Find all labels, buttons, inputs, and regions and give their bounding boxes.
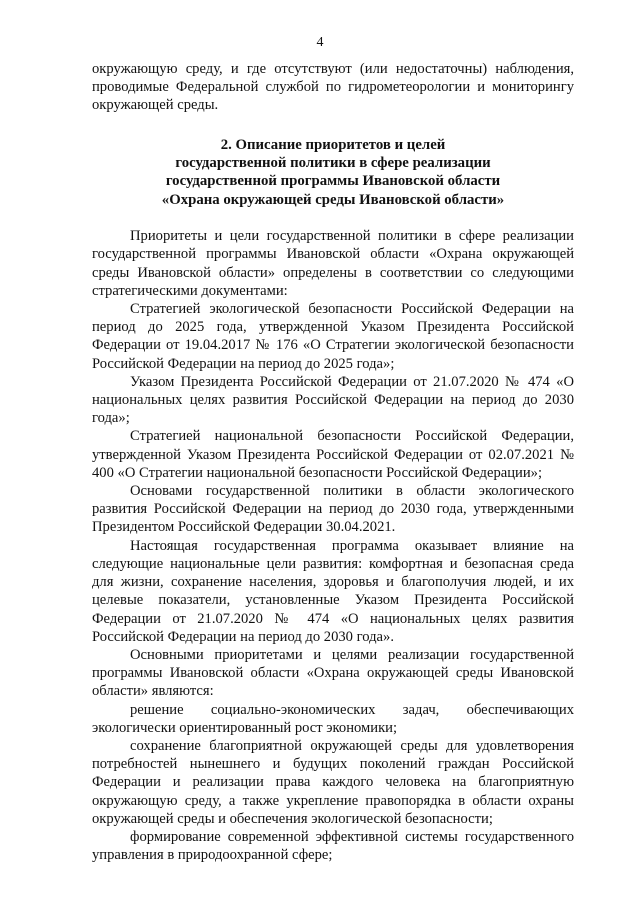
section-heading-line: государственной политики в сфере реализации <box>175 155 491 172</box>
body-paragraph: Стратегией экологической безопасности Российской Федерации на период до 2025 года, утвержденной Указом Президента Российской Федерации от 19.04.2017 № 176 «О Стратегии экологической безопасности Российской Федерации на период до 2025 года»; <box>92 301 574 372</box>
section-heading-line: «Охрана окружающей среды Ивановской области» <box>161 191 505 208</box>
list-paragraph: формирование современной эффективной системы государственного управления в природоохранной сфере; <box>92 828 574 864</box>
page-content <box>92 60 574 864</box>
body-paragraph: Настоящая государственная программа оказывает влияние на следующие национальные цели развития: комфортная и безопасная среда для жизни, сохранение населения, здоровья и благополучия людей, и их целевые показатели, установленные Указом Президента Российской Федерации от 21.07.2020 № 474 «О национальных целях развития Российской Федерации на период до 2030 года». <box>92 537 574 645</box>
section-heading-line: 2. Описание приоритетов и целей <box>220 136 446 153</box>
body-paragraph: Указом Президента Российской Федерации от 21.07.2020 № 474 «О национальных целях развития Российской Федерации на период до 2030 года»; <box>92 373 574 427</box>
list-paragraph: сохранение благоприятной окружающей среды для удовлетворения потребностей нынешнего и будущих поколений граждан Российской Федерации и реализации права каждого человека на благоприятную окружающую среду, а также укрепление правопорядка в области охраны окружающей среды и обеспечения экологической безопасности; <box>92 737 574 827</box>
body-paragraph: Стратегией национальной безопасности Российской Федерации, утвержденной Указом Президента Российской Федерации от 02.07.2021 № 400 «О Стратегии национальной безопасности Российской Федерации»; <box>92 428 574 481</box>
body-paragraph: Основными приоритетами и целями реализации государственной программы Ивановской области «Охрана окружающей среды Ивановской области» являются: <box>92 646 574 700</box>
list-paragraph: решение социально-экономических задач, обеспечивающих экологически ориентированный рост экономики; <box>92 701 574 736</box>
body-paragraph: Приоритеты и цели государственной политики в сфере реализации государственной программы Ивановской области «Охрана окружающей среды Ивановской области» определены в соответствии со следующими стратегическими документами: <box>92 228 574 299</box>
section-heading <box>92 136 574 210</box>
page-number: 4 <box>316 35 324 50</box>
continuation-paragraph: окружающую среду, и где отсутствуют (или недостаточны) наблюдения, проводимые Федеральной службой по гидрометеорологии и мониторингу окружающей среды. <box>92 61 574 114</box>
body-paragraph: Основами государственной политики в области экологического развития Российской Федерации на период до 2030 года, утвержденными Президентом Российской Федерации 30.04.2021. <box>92 483 574 536</box>
section-heading-line: государственной программы Ивановской области <box>165 173 501 190</box>
